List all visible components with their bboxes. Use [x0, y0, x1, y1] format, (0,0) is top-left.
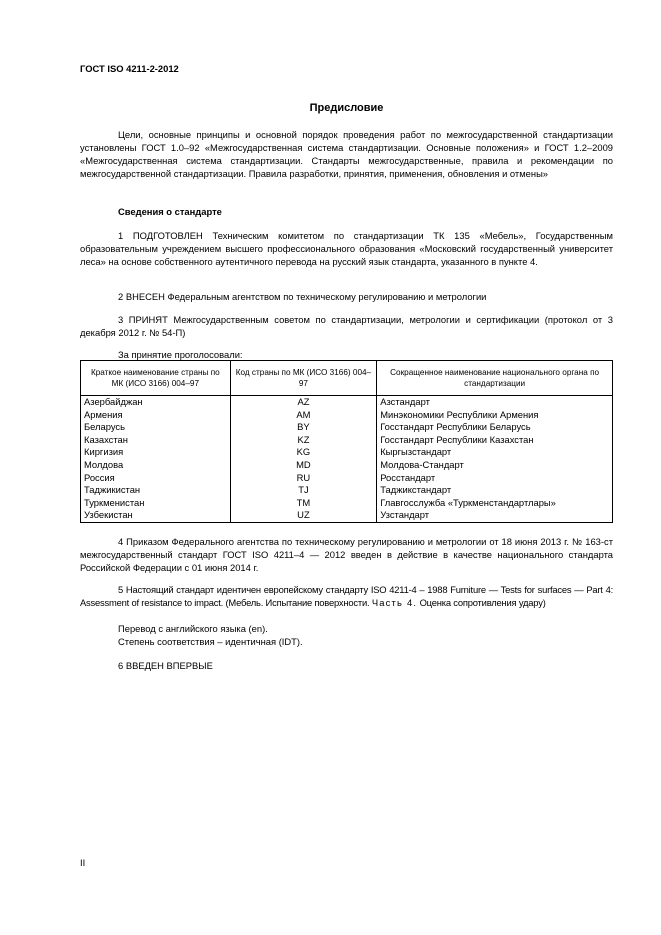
translation-note: Перевод с английского языка (en).	[118, 623, 268, 634]
cell-country: Армения	[81, 409, 231, 422]
table-header-row	[81, 361, 613, 396]
item-5-text: 5 Настоящий стандарт идентичен европейскому стандарту ISO 4211-4 – 1988 Furniture — Tests for surfaces — Part 4: Assessment of resistance to impact. (Мебель. Испытание поверхности.	[80, 584, 613, 608]
cell-body: Госстандарт Республики Казахстан	[377, 434, 613, 447]
cell-body: Главгосслужба «Туркменстандартлары»	[377, 497, 613, 510]
cell-country: Россия	[81, 472, 231, 485]
voting-table	[80, 360, 613, 523]
table-row	[81, 396, 613, 409]
item-1-paragraph: 1 ПОДГОТОВЛЕН Техническим комитетом по стандартизации ТК 135 «Мебель», Государственным образовательным учреждением высшего профессионального образования «Московский государственный университет леса» на основе собственного аутентичного перевода на русский язык стандарта, указанного в пункте 4.	[80, 230, 613, 267]
intro-paragraph: Цели, основные принципы и основной порядок проведения работ по межгосударственной стандартизации установлены ГОСТ 1.0–92 «Межгосударственная система стандартизации. Основные положения» и ГОСТ 1.2–2009 «Межгосударственная система стандартизации. Стандарты межгосударственные, правила и рекомендации по межгосударственной стандартизации. Правила разработки, принятия, применения, обновления и отмены»	[80, 129, 613, 179]
cell-code: BY	[230, 421, 377, 434]
table-row	[81, 434, 613, 447]
table-row	[81, 472, 613, 485]
document-header: ГОСТ ISO 4211-2-2012	[80, 63, 179, 74]
table-row	[81, 459, 613, 472]
cell-code: RU	[230, 472, 377, 485]
cell-code: MD	[230, 459, 377, 472]
cell-body: Минэкономики Республики Армения	[377, 409, 613, 422]
cell-country: Киргизия	[81, 446, 231, 459]
voted-label: За принятие проголосовали:	[118, 349, 243, 360]
cell-code: TJ	[230, 484, 377, 497]
cell-country: Узбекистан	[81, 509, 231, 522]
conformity-note: Степень соответствия – идентичная (IDT).	[118, 636, 303, 647]
table-row	[81, 409, 613, 422]
item-4-paragraph: 4 Приказом Федерального агентства по техническому регулированию и метрологии от 18 июня 2013 г. № 163-ст межгосударственный стандарт ГОСТ ISO 4211–4 — 2012 введен в действие в качестве национального стандарта Российской Федерации с 01 июня 2014 г.	[80, 536, 613, 573]
cell-country: Туркменистан	[81, 497, 231, 510]
cell-code: UZ	[230, 509, 377, 522]
item-5-paragraph	[80, 583, 613, 609]
cell-body: Азстандарт	[377, 396, 613, 409]
item-5-part-label: Часть 4.	[371, 597, 418, 608]
cell-country: Таджикистан	[81, 484, 231, 497]
cell-body: Узстандарт	[377, 509, 613, 522]
item-3-paragraph: 3 ПРИНЯТ Межгосударственным советом по стандартизации, метрологии и сертификации (протокол от 3 декабря 2012 г. № 54-П)	[80, 314, 613, 338]
header-body: Сокращенное наименование национального органа по стандартизации	[377, 361, 613, 396]
table-row	[81, 421, 613, 434]
cell-code: AM	[230, 409, 377, 422]
table-row	[81, 497, 613, 510]
cell-code: KG	[230, 446, 377, 459]
cell-body: Росстандарт	[377, 472, 613, 485]
cell-code: TM	[230, 497, 377, 510]
cell-code: KZ	[230, 434, 377, 447]
page-title: Предисловие	[309, 102, 384, 114]
cell-country: Беларусь	[81, 421, 231, 434]
info-heading: Сведения о стандарте	[118, 206, 222, 217]
cell-country: Казахстан	[81, 434, 231, 447]
item-2-paragraph: 2 ВНЕСЕН Федеральным агентством по техническому регулированию и метрологии	[118, 291, 487, 302]
item-6-paragraph: 6 ВВЕДЕН ВПЕРВЫЕ	[118, 660, 213, 671]
item-5-tail: Оценка сопротивления удару)	[419, 597, 546, 608]
header-code: Код страны по МК (ИСО 3166) 004–97	[230, 361, 377, 396]
cell-body: Госстандарт Республики Беларусь	[377, 421, 613, 434]
cell-code: AZ	[230, 396, 377, 409]
cell-country: Азербайджан	[81, 396, 231, 409]
table-row	[81, 509, 613, 522]
header-country: Краткое наименование страны по МК (ИСО 3166) 004–97	[81, 361, 231, 396]
table-row	[81, 484, 613, 497]
page-number: II	[80, 857, 86, 868]
cell-body: Таджикстандарт	[377, 484, 613, 497]
cell-body: Молдова-Стандарт	[377, 459, 613, 472]
cell-body: Кыргызстандарт	[377, 446, 613, 459]
table-row	[81, 446, 613, 459]
cell-country: Молдова	[81, 459, 231, 472]
